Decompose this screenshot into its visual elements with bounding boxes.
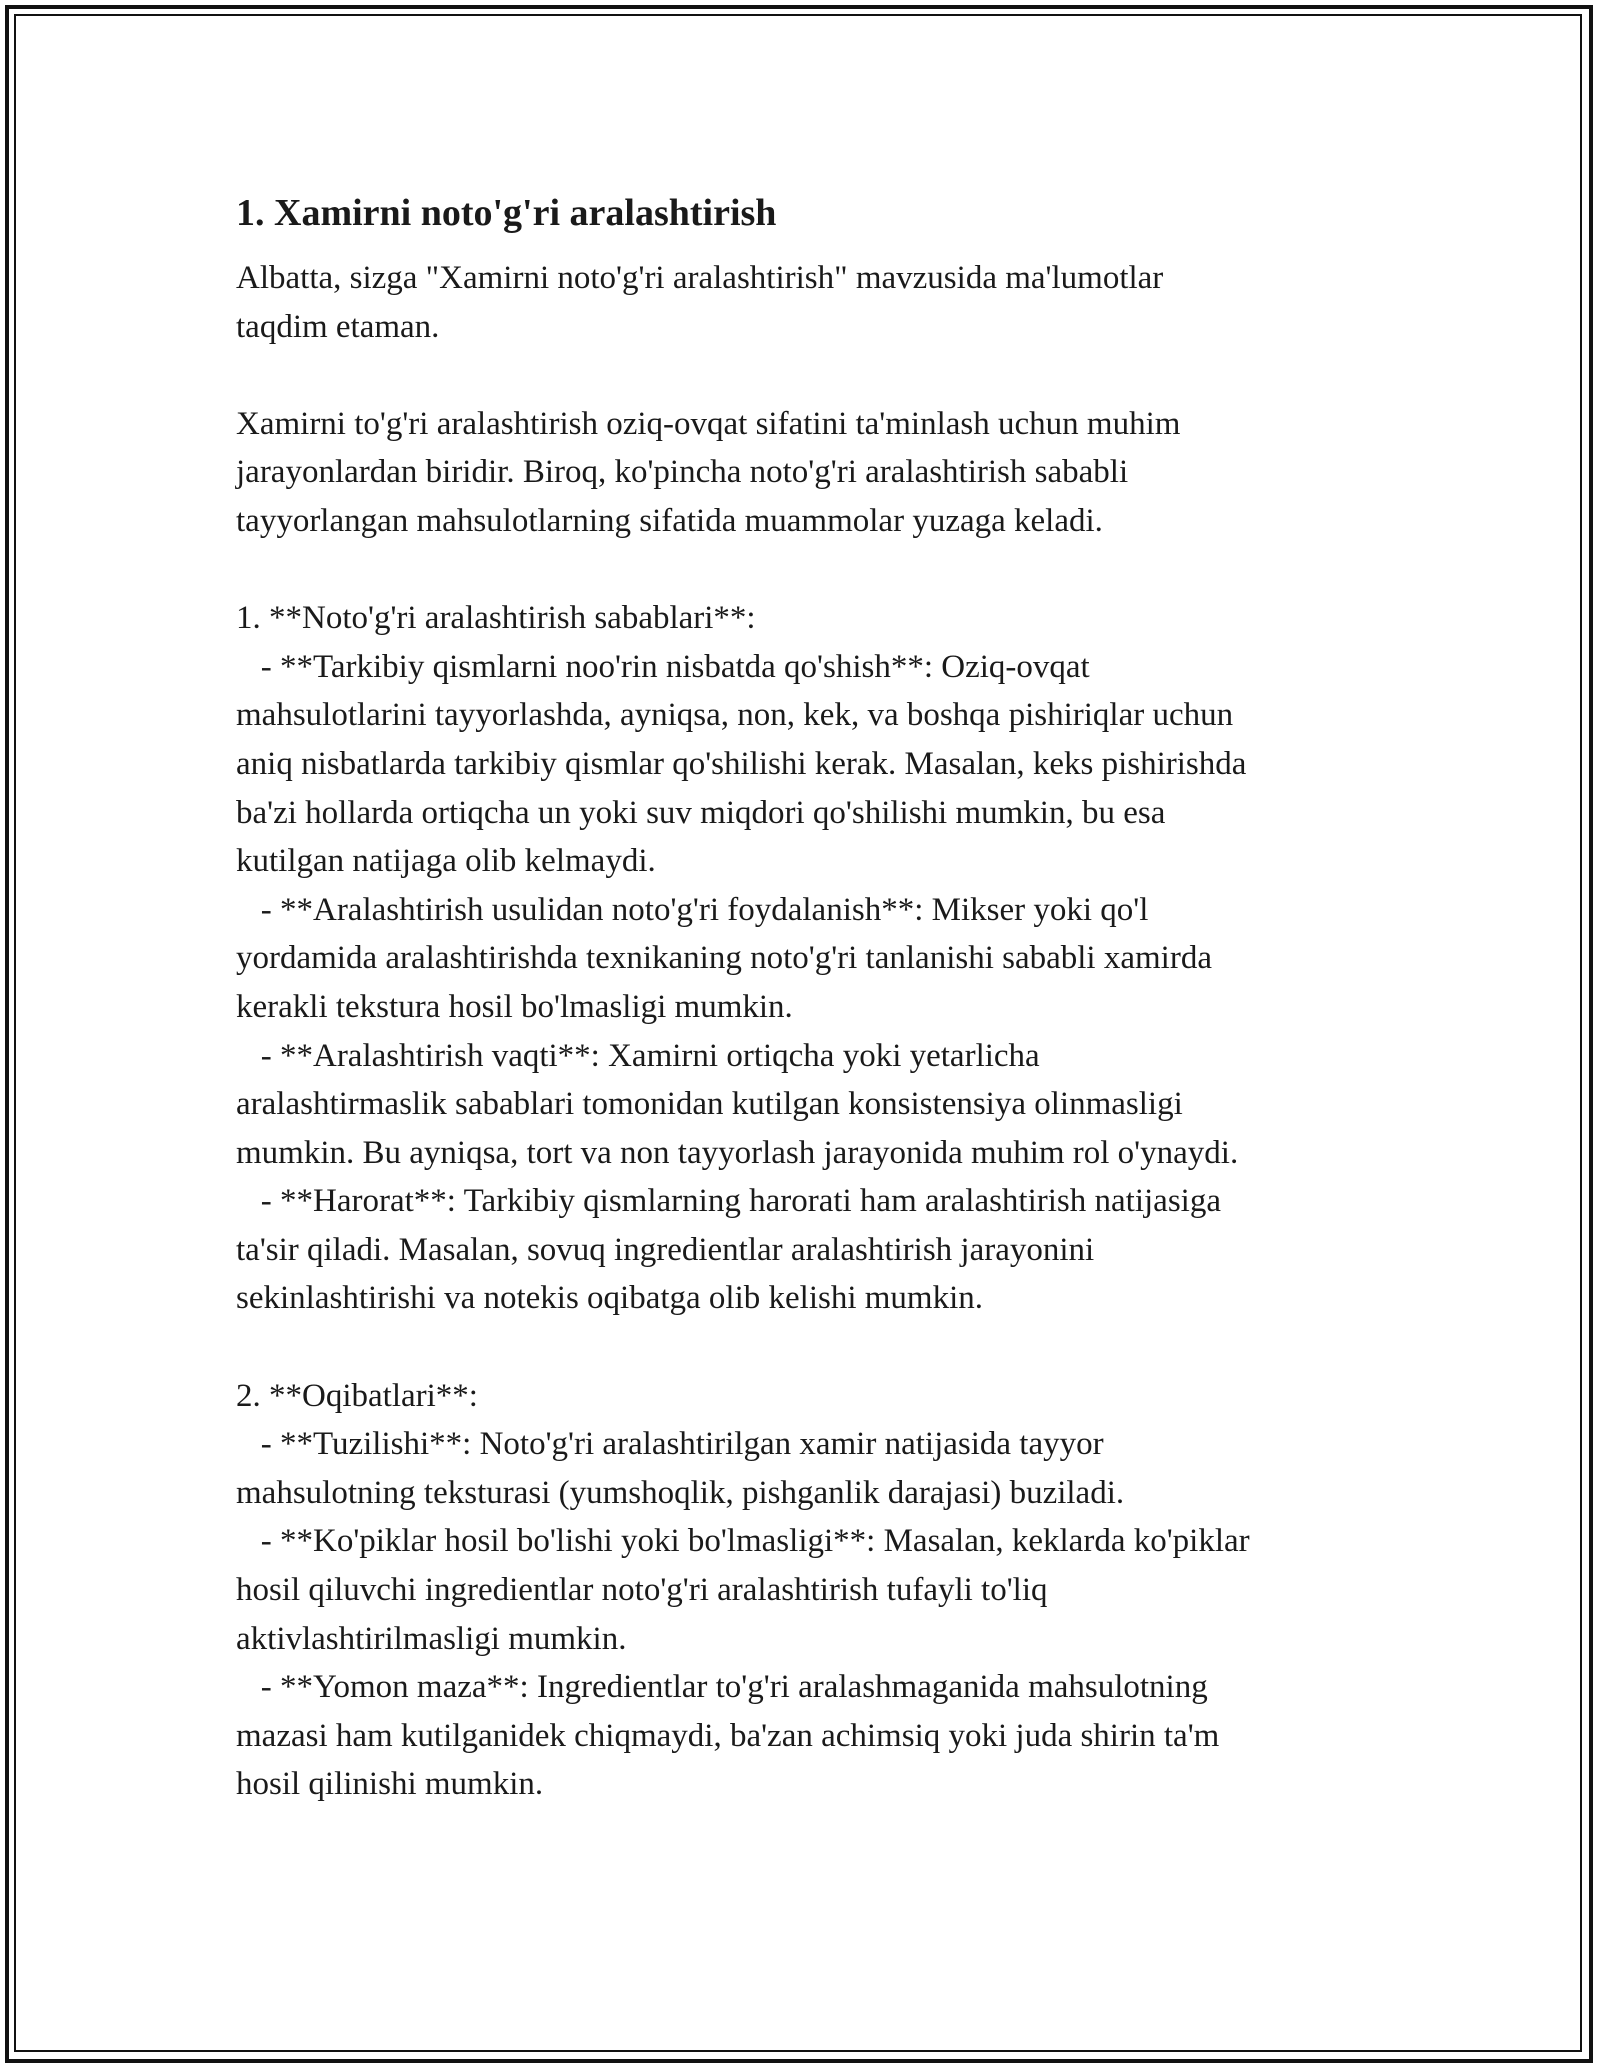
document-content [236,178,1386,1809]
document-body: Albatta, sizga "Xamirni noto'g'ri aralashtirish" mavzusida ma'lumotlar taqdim etaman. Xamirni to'g'ri aralashtirish oziq-ovqat sifatini ta'minlash uchun muhim jarayonlardan biridir. Biroq, ko'pincha noto'g'ri aralashtirish sababli tayyorlangan mahsulotlarning sifatida muammolar yuzaga keladi. 1. **Noto'g'ri aralashtirish sabablari**: - **Tarkibiy qismlarni noo'rin nisbatda qo'shish**: Oziq-ovqat mahsulotlarini tayyorlashda, ayniqsa, non, kek, va boshqa pishiriqlar uchun aniq nisbatlarda tarkibiy qismlar qo'shilishi kerak. Masalan, keks pishirishda ba'zi hollarda ortiqcha un yoki suv miqdori qo'shilishi mumkin, bu esa kutilgan natijaga olib kelmaydi. - **Aralashtirish usulidan noto'g'ri foydalanish**: Mikser yoki qo'l yordamida aralashtirishda texnikaning noto'g'ri tanlanishi sababli xamirda kerakli tekstura hosil bo'lmasligi mumkin. - **Aralashtirish vaqti**: Xamirni ortiqcha yoki yetarlicha aralashtirmaslik sabablari tomonidan kutilgan konsistensiya olinmasligi mumkin. Bu ayniqsa, tort va non tayyorlash jarayonida muhim rol o'ynaydi. - **Harorat**: Tarkibiy qismlarning harorati ham aralashtirish natijasiga ta'sir qiladi. Masalan, sovuq ingredientlar aralashtirish jarayonini sekinlashtirishi va notekis oqibatga olib kelishi mumkin. 2. **Oqibatlari**: - **Tuzilishi**: Noto'g'ri aralashtirilgan xamir natijasida tayyor mahsulotning teksturasi (yumshoqlik, pishganlik darajasi) buziladi. - **Ko'piklar hosil bo'lishi yoki bo'lmasligi**: Masalan, keklarda ko'piklar hosil qiluvchi ingredientlar noto'g'ri aralashtirish tufayli to'liq aktivlashtirilmasligi mumkin. - **Yomon maza**: Ingredientlar to'g'ri aralashmaganida mahsulotning mazasi ham kutilganidek chiqmaydi, ba'zan achimsiq yoki juda shirin ta'm hosil qilinishi mumkin. [236,260,1250,1803]
document-title: 1. Xamirni noto'g'ri aralashtirish [236,192,777,234]
